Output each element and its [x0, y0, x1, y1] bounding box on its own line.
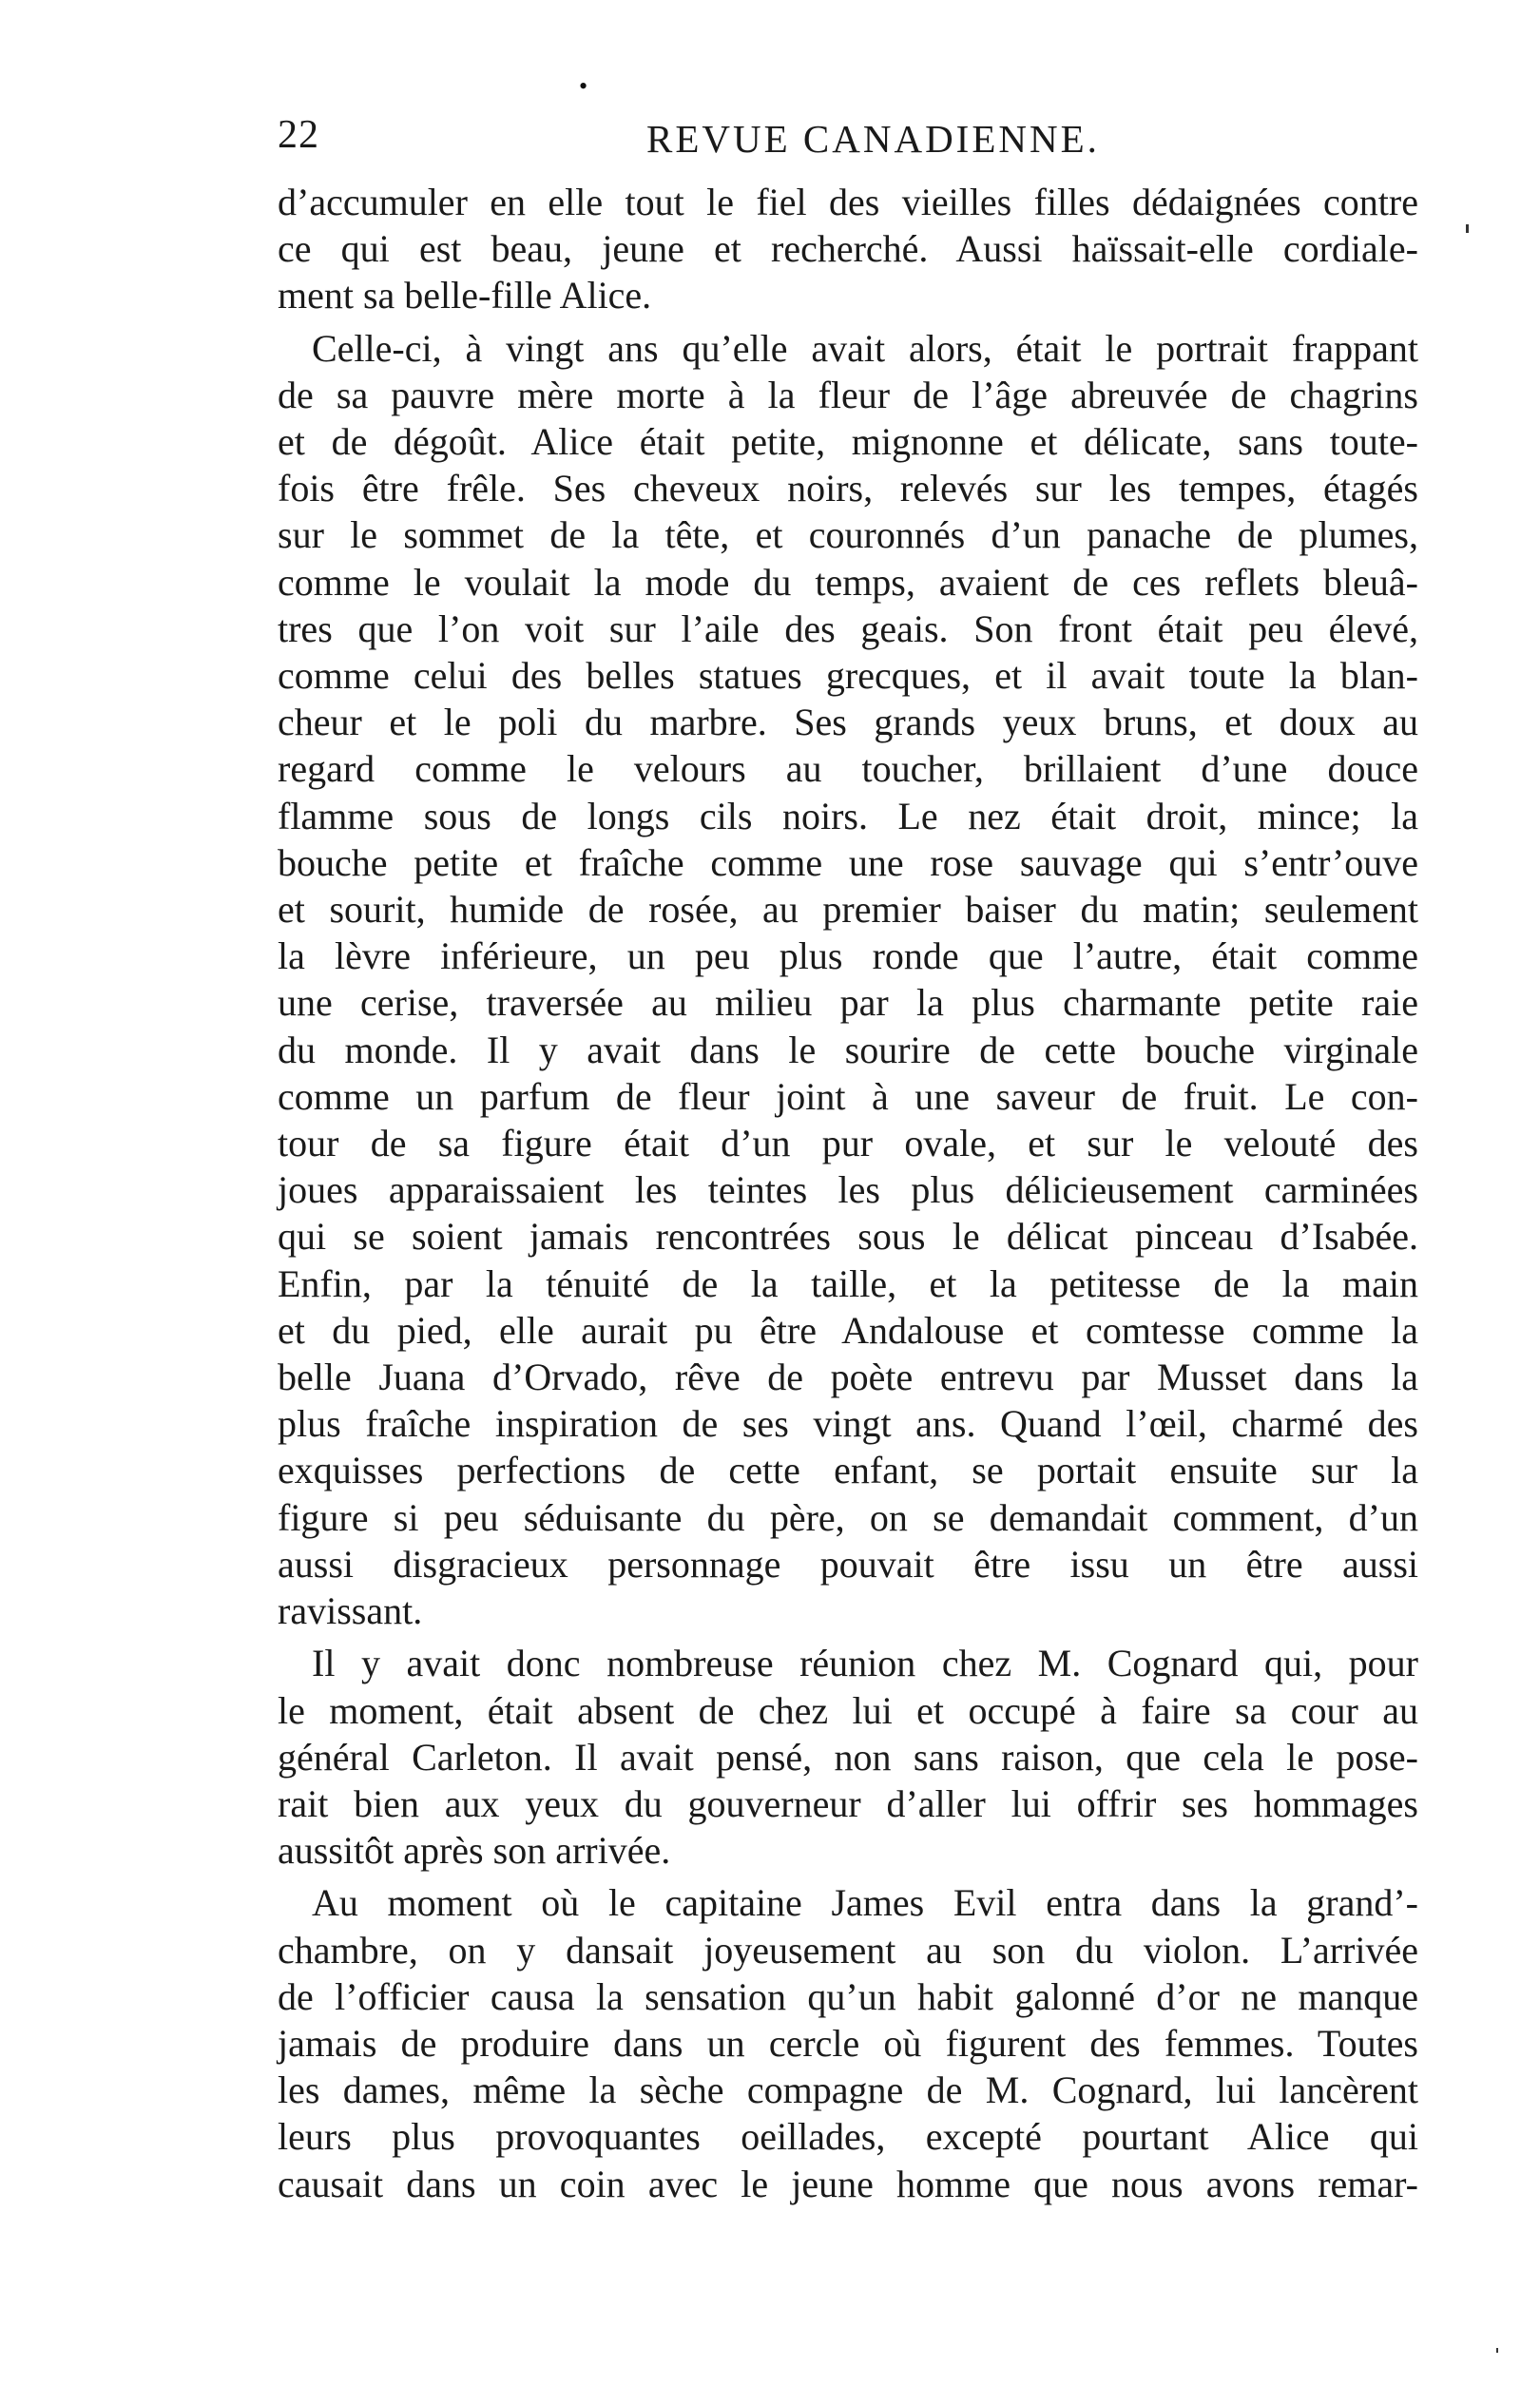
header-ornament: • — [579, 72, 588, 100]
text-line: tres que l’on voit sur l’aile des geais. Son front était peu élevé, — [278, 606, 1418, 650]
running-header — [278, 112, 1418, 169]
text-line: comme le voulait la mode du temps, avaient de ces reflets bleuâ- — [278, 560, 1418, 604]
text-line: de sa pauvre mère morte à la fleur de l’âge abreuvée de chagrins — [278, 373, 1418, 416]
text-line: tour de sa figure était d’un pur ovale, et sur le velouté des — [278, 1122, 1418, 1165]
text-line: rait bien aux yeux du gouverneur d’aller lui offrir ses hommages — [278, 1781, 1418, 1825]
text-line: Enfin, par la ténuité de la taille, et la petitesse de la main — [278, 1261, 1418, 1305]
text-line: aussi disgracieux personnage pouvait être issu un être aussi — [278, 1542, 1418, 1586]
text-line: plus fraîche inspiration de ses vingt ans. Quand l’œil, charmé des — [278, 1402, 1418, 1446]
text-line: du monde. Il y avait dans le sourire de cette bouche virginale — [278, 1028, 1418, 1071]
text-line: flamme sous de longs cils noirs. Le nez était droit, mince; la — [278, 794, 1418, 837]
text-line: leurs plus provoquantes oeillades, excepté pourtant Alice qui — [278, 2115, 1418, 2159]
page-number: 22 — [278, 113, 319, 157]
text-line: jamais de produire dans un cercle où figurent des femmes. Toutes — [278, 2021, 1418, 2065]
text-line: bouche petite et fraîche comme une rose sauvage qui s’entr’ouve — [278, 840, 1418, 884]
text-line: aussitôt après son arrivée. — [278, 1829, 671, 1873]
text-line: Au moment où le capitaine James Evil entra dans la grand’- — [312, 1881, 1418, 1925]
text-line: le moment, était absent de chez lui et occupé à faire sa cour au — [278, 1688, 1418, 1732]
text-line: la lèvre inférieure, un peu plus ronde que l’autre, était comme — [278, 934, 1418, 978]
paragraph-2 — [278, 325, 1418, 1635]
text-line: comme celui des belles statues grecques, et il avait toute la blan- — [278, 654, 1418, 698]
text-line: cheur et le poli du marbre. Ses grands yeux bruns, et doux au — [278, 701, 1418, 744]
text-line: exquisses perfections de cette enfant, se portait ensuite sur la — [278, 1449, 1418, 1492]
body-text — [278, 179, 1418, 2207]
paragraph-1 — [278, 179, 1418, 319]
text-line: regard comme le velours au toucher, brillaient d’une douce — [278, 747, 1418, 791]
text-line: une cerise, traversée au milieu par la plus charmante petite raie — [278, 981, 1418, 1025]
text-line: Celle-ci, à vingt ans qu’elle avait alors, était le portrait frappant — [312, 326, 1418, 370]
text-line: causait dans un coin avec le jeune homme que nous avons remar- — [278, 2162, 1418, 2205]
text-line: ce qui est beau, jeune et recherché. Aussi haïssait-elle cordiale- — [278, 227, 1418, 271]
text-line: comme un parfum de fleur joint à une saveur de fruit. Le con- — [278, 1074, 1418, 1118]
paragraph-3 — [278, 1640, 1418, 1874]
text-line: et de dégoût. Alice était petite, mignonne et délicate, sans toute- — [278, 420, 1418, 464]
text-line: ment sa belle-fille Alice. — [278, 274, 652, 317]
paragraph-4 — [278, 1879, 1418, 2206]
text-line: et sourit, humide de rosée, au premier baiser du matin; seulement — [278, 888, 1418, 932]
text-line: ravissant. — [278, 1589, 423, 1633]
print-speck — [1466, 224, 1469, 233]
text-line: chambre, on y dansait joyeusement au son du violon. L’arrivée — [278, 1928, 1418, 1972]
running-title: REVUE CANADIENNE. — [646, 117, 1100, 161]
text-line: belle Juana d’Orvado, rêve de poète entrevu par Musset dans la — [278, 1356, 1418, 1399]
text-line: sur le sommet de la tête, et couronnés d’un panache de plumes, — [278, 513, 1418, 557]
text-line: qui se soient jamais rencontrées sous le délicat pinceau d’Isabée. — [278, 1215, 1418, 1259]
text-line: joues apparaissaient les teintes les plus délicieusement carminées — [278, 1168, 1418, 1212]
text-line: figure si peu séduisante du père, on se demandait comment, d’un — [278, 1495, 1418, 1539]
text-line: général Carleton. Il avait pensé, non sans raison, que cela le pose- — [278, 1735, 1418, 1779]
text-line: les dames, même la sèche compagne de M. Cognard, lui lancèrent — [278, 2068, 1418, 2112]
text-line: d’accumuler en elle tout le fiel des vieilles filles dédaignées contre — [278, 181, 1418, 223]
text-line: de l’officier causa la sensation qu’un habit galonné d’or ne manque — [278, 1974, 1418, 2018]
text-line: Il y avait donc nombreuse réunion chez M. Cognard qui, pour — [312, 1642, 1418, 1685]
print-speck — [1496, 2348, 1498, 2353]
text-line: fois être frêle. Ses cheveux noirs, relevés sur les tempes, étagés — [278, 467, 1418, 510]
text-line: et du pied, elle aurait pu être Andalouse et comtesse comme la — [278, 1308, 1418, 1352]
